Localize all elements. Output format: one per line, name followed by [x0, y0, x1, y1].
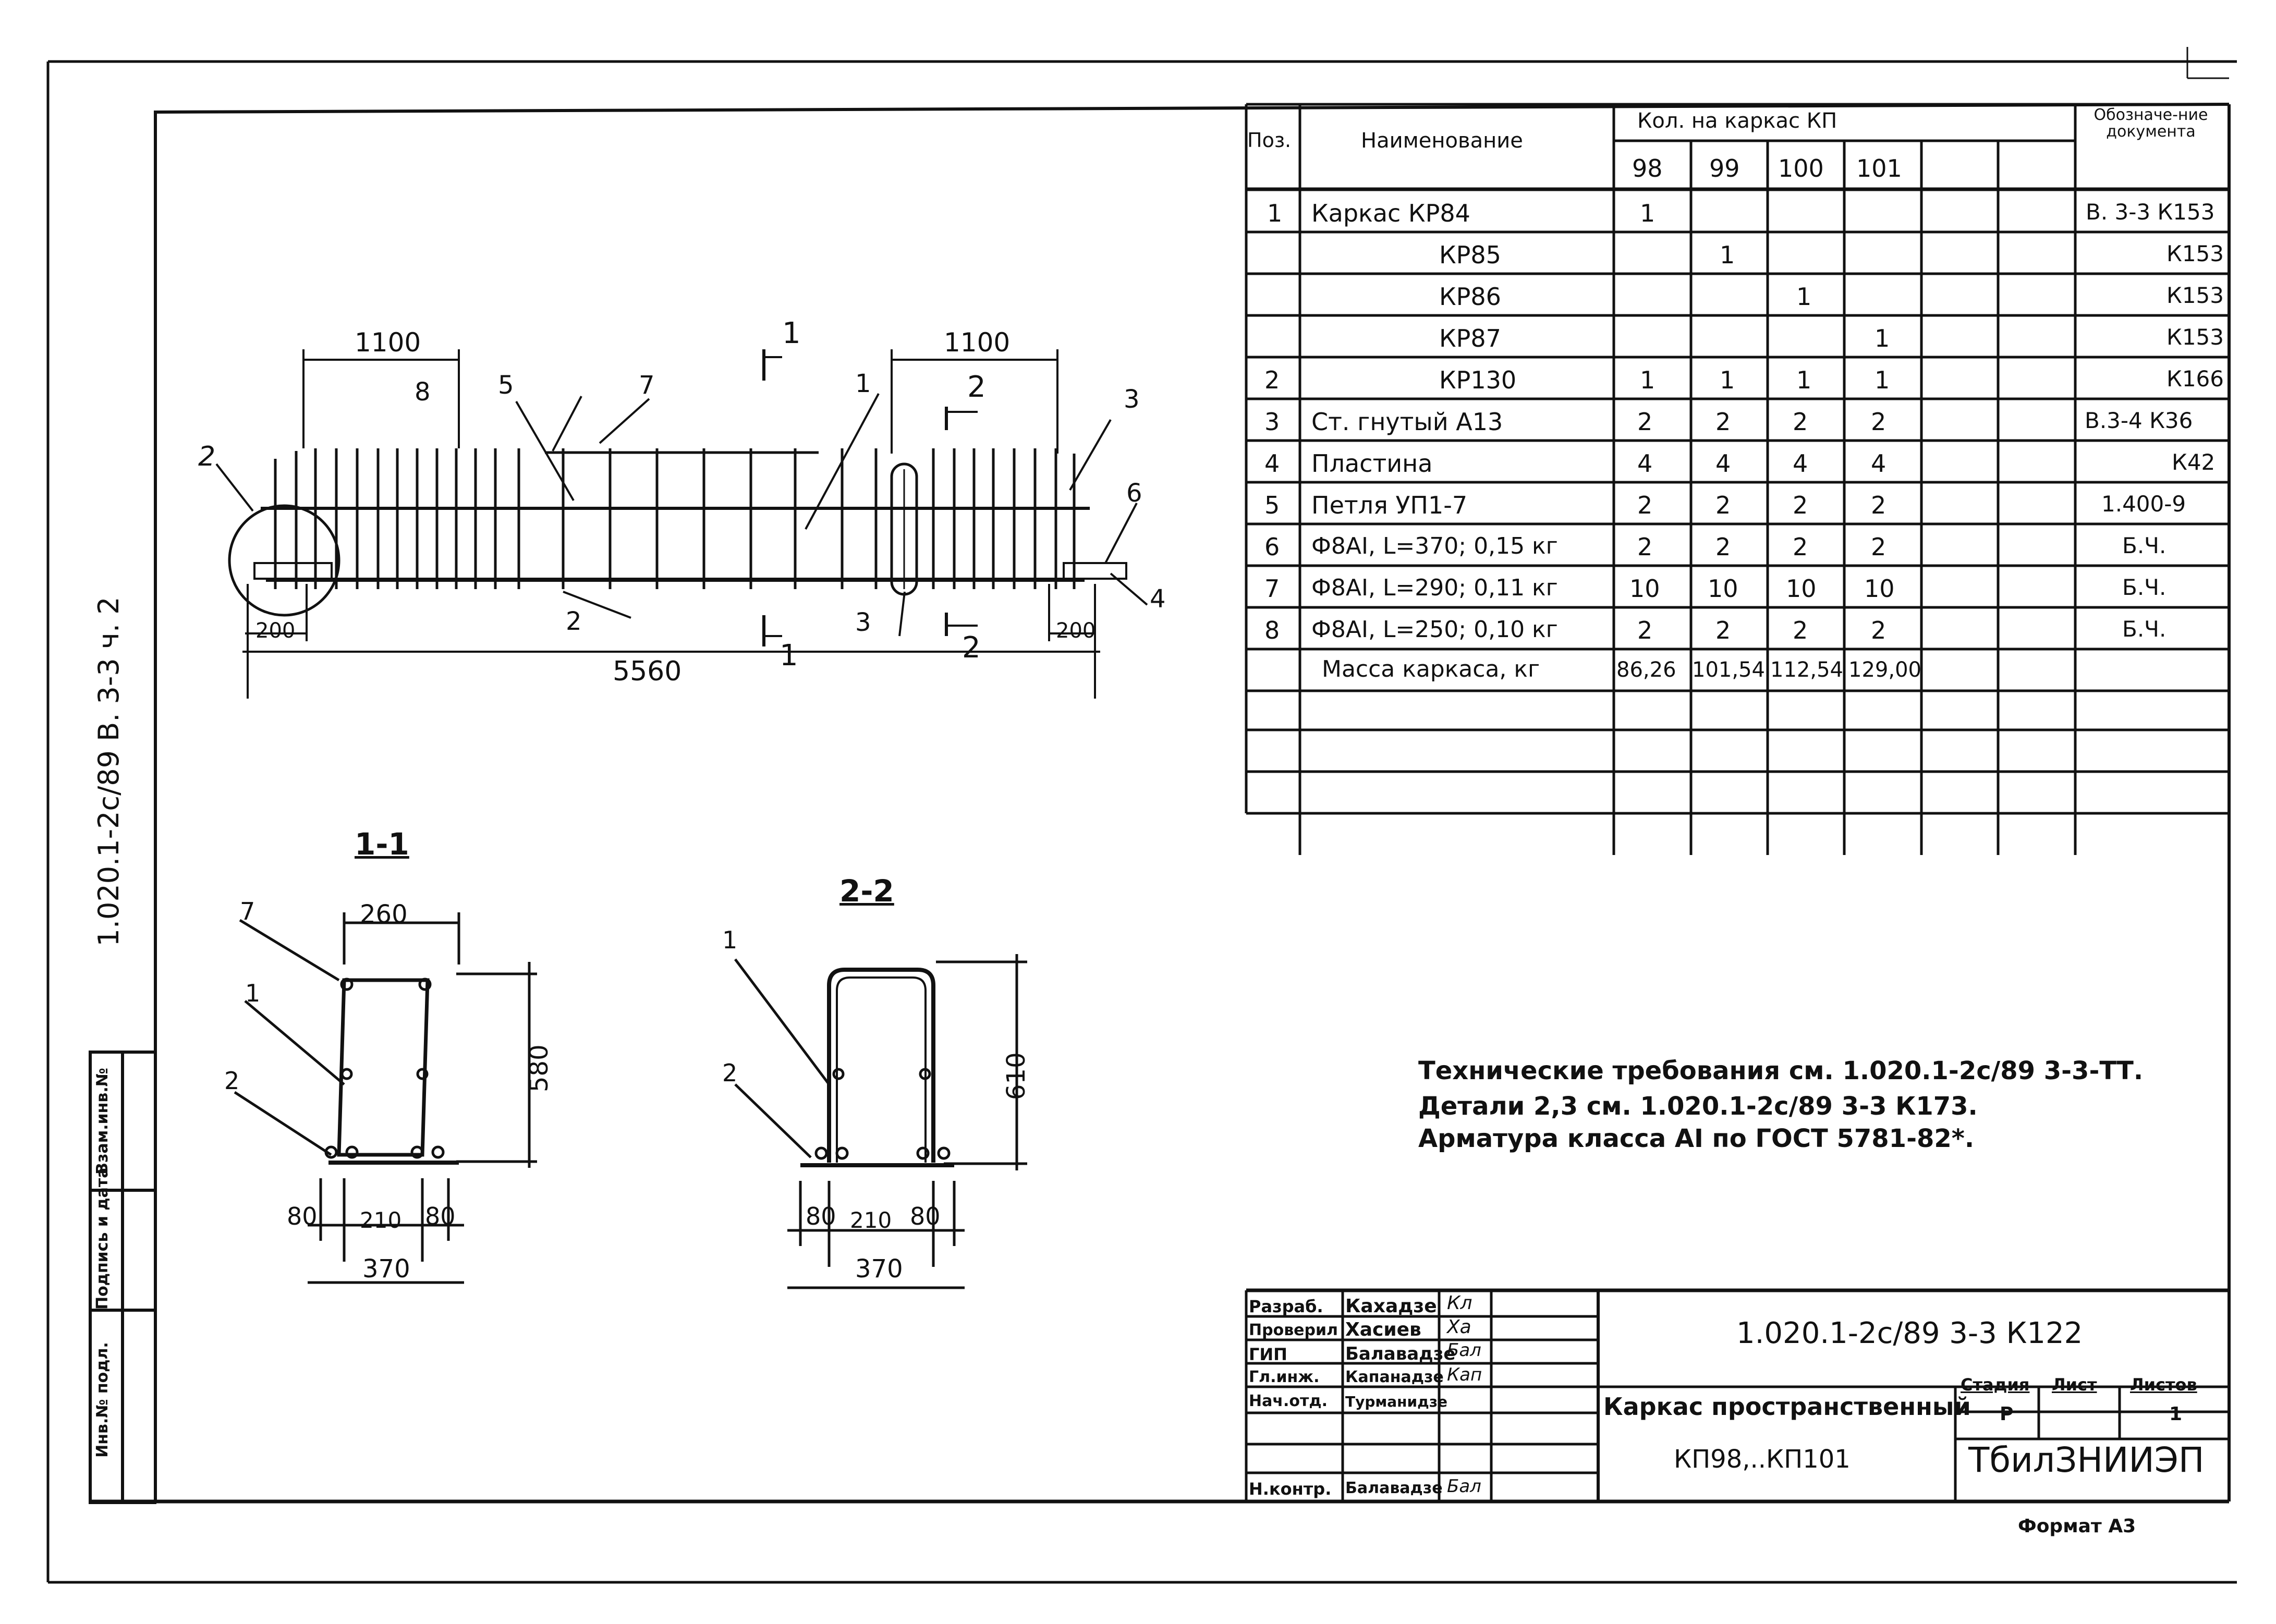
section-22-dim-right: 80 [910, 1202, 941, 1230]
section-mark-1-bottom: 1 [780, 639, 798, 673]
spec-row-pos: 7 [1264, 575, 1280, 603]
spec-row-qty: 2 [1793, 533, 1808, 561]
role-signature: Ха [1447, 1316, 1471, 1338]
role-label: Разраб. [1249, 1297, 1323, 1316]
spec-header-doc: Обозначе-ние документа [2094, 106, 2208, 141]
spec-row-doc: К166 [2167, 366, 2224, 392]
spec-row-qty: 2 [1793, 408, 1808, 436]
margin-label-signature-date: Подпись и дата [93, 1167, 112, 1310]
spec-row-qty: 10 [1786, 575, 1817, 603]
spec-col-101: 101 [1856, 154, 1902, 182]
section-11-dim-width: 370 [362, 1254, 410, 1284]
spec-col-100: 100 [1778, 154, 1824, 182]
section-mark-2-bottom: 2 [962, 631, 981, 665]
spec-row-qty: 1 [1720, 366, 1735, 394]
spec-row-qty: 1 [1875, 324, 1890, 352]
role-signature: Бал [1447, 1476, 1481, 1497]
margin-label-vzam-inv: Взам.инв.№ [93, 1068, 112, 1175]
role-label: Нач.отд. [1249, 1392, 1328, 1410]
spec-row-qty: 2 [1637, 533, 1653, 561]
spec-row-qty: 4 [1871, 449, 1886, 478]
spec-row-doc: 1.400-9 [2101, 491, 2186, 517]
spec-row-qty: 1 [1640, 199, 1656, 227]
section-11-dim-right: 80 [425, 1202, 456, 1230]
role-name: Капанадзе [1345, 1368, 1444, 1386]
spec-row-pos: 4 [1264, 449, 1280, 478]
role-label: Гл.инж. [1249, 1368, 1320, 1386]
section-11-callout-2: 2 [224, 1067, 240, 1095]
spec-row-qty: 2 [1715, 408, 1731, 436]
callout-2-bottom: 2 [566, 607, 582, 636]
callout-4: 4 [1150, 584, 1166, 614]
spec-row-doc: В.3-4 К36 [2085, 408, 2193, 433]
role-name: Балавадзе [1345, 1344, 1456, 1364]
stage-value: Р [2000, 1403, 2014, 1425]
spec-header-pos: Поз. [1247, 129, 1292, 152]
section-title-2-2: 2-2 [839, 873, 894, 909]
callout-8: 8 [415, 377, 431, 407]
sheets-value: 1 [2169, 1403, 2183, 1425]
section-22-dim-mid: 210 [850, 1207, 892, 1233]
section-1-1 [219, 886, 574, 1303]
side-drawing-code: 1.020.1-2c/89 В. 3-3 ч. 2 [92, 596, 125, 947]
spec-row-qty: 129,00 [1848, 658, 1921, 682]
spec-row-name: Ст. гнутый А13 [1311, 408, 1503, 436]
role-label: Н.контр. [1249, 1479, 1332, 1499]
spec-row-qty: 112,54 [1770, 658, 1843, 682]
spec-row-qty: 1 [1720, 241, 1735, 269]
spec-row-name: КР87 [1439, 324, 1501, 352]
organization-name: ТбилЗНИИЭП [1968, 1440, 2205, 1480]
role-signature: Кап [1447, 1364, 1482, 1385]
section-11-dim-left: 80 [287, 1202, 318, 1230]
spec-row-doc: К153 [2167, 283, 2224, 308]
margin-label-inv-podl: Инв.№ подл. [93, 1342, 112, 1458]
cage-elevation [156, 292, 1199, 719]
spec-row-name: Ф8АI, L=290; 0,11 кг [1311, 575, 1558, 601]
spec-row-qty: 4 [1637, 449, 1653, 478]
sheets-label: Листов [2130, 1375, 2197, 1395]
spec-row-qty: 101,54 [1692, 658, 1765, 682]
spec-row-name: Масса каркаса, кг [1322, 656, 1540, 682]
spec-row-name: КР130 [1439, 366, 1517, 394]
spec-row-qty: 10 [1629, 575, 1660, 603]
dim-end-right: 200 [1056, 619, 1096, 643]
spec-row-qty: 10 [1864, 575, 1895, 603]
drawing-title-line2: КП98,..КП101 [1674, 1445, 1851, 1474]
callout-5: 5 [498, 371, 514, 400]
dim-end-left: 200 [255, 619, 296, 643]
spec-row-qty: 4 [1793, 449, 1808, 478]
spec-row-pos: 6 [1264, 533, 1280, 561]
role-name: Хасиев [1345, 1319, 1421, 1340]
spec-row-doc: К153 [2167, 324, 2224, 350]
spec-row-doc: Б.Ч. [2122, 533, 2167, 558]
role-label: Проверил [1249, 1321, 1338, 1339]
spec-row-qty: 2 [1637, 616, 1653, 644]
spec-row-doc: В. 3-3 К153 [2086, 199, 2215, 225]
drawing-title-line1: Каркас пространственный [1603, 1393, 1971, 1421]
callout-2-left: 2 [198, 441, 216, 472]
spec-row-name: Ф8АI, L=370; 0,15 кг [1311, 533, 1558, 559]
spec-row-qty: 1 [1875, 366, 1890, 394]
dim-left-span: 1100 [355, 327, 421, 358]
section-mark-1-top: 1 [782, 316, 801, 350]
spec-row-qty: 2 [1793, 616, 1808, 644]
spec-col-98: 98 [1632, 154, 1663, 182]
spec-row-pos: 1 [1267, 199, 1283, 227]
section-11-dim-top: 260 [360, 900, 408, 929]
spec-row-qty: 1 [1796, 366, 1812, 394]
role-name: Балавадзе [1345, 1479, 1443, 1497]
spec-row-doc: К153 [2167, 241, 2224, 266]
section-11-dim-height: 580 [525, 1044, 554, 1092]
section-22-dim-height: 610 [1002, 1052, 1031, 1100]
spec-row-qty: 2 [1793, 491, 1808, 519]
spec-row-qty: 2 [1715, 533, 1731, 561]
spec-row-name: КР86 [1439, 283, 1501, 311]
role-name: Кахадзе [1345, 1296, 1437, 1317]
spec-row-qty: 1 [1796, 283, 1812, 311]
spec-row-pos: 2 [1264, 366, 1280, 394]
section-11-dim-mid: 210 [360, 1207, 402, 1233]
section-22-dim-left: 80 [806, 1202, 836, 1230]
note-line: Арматура класса АI по ГОСТ 5781-82*. [1418, 1124, 1975, 1153]
callout-6: 6 [1126, 479, 1142, 508]
dim-total: 5560 [613, 656, 682, 687]
callout-3-bottom: 3 [855, 608, 871, 637]
spec-col-99: 99 [1709, 154, 1740, 182]
role-name: Турманидзе [1345, 1393, 1448, 1410]
spec-row-qty: 2 [1637, 408, 1653, 436]
spec-row-name: Пластина [1311, 449, 1433, 478]
spec-row-qty: 2 [1871, 491, 1886, 519]
spec-row-pos: 8 [1264, 616, 1280, 644]
section-22-callout-2: 2 [722, 1059, 738, 1087]
spec-row-pos: 5 [1264, 491, 1280, 519]
note-line: Детали 2,3 см. 1.020.1-2с/89 3-3 К173. [1418, 1092, 1978, 1121]
spec-row-name: Каркас КР84 [1311, 199, 1470, 227]
section-22-callout-1: 1 [722, 926, 738, 954]
callout-7: 7 [639, 371, 655, 400]
spec-row-doc: К42 [2172, 449, 2216, 475]
spec-row-qty: 2 [1715, 616, 1731, 644]
spec-row-qty: 10 [1708, 575, 1738, 603]
section-11-callout-7: 7 [240, 897, 255, 925]
spec-row-qty: 2 [1637, 491, 1653, 519]
spec-row-qty: 86,26 [1616, 658, 1676, 682]
spec-row-pos: 3 [1264, 408, 1280, 436]
section-11-callout-1: 1 [245, 979, 261, 1007]
spec-row-name: КР85 [1439, 241, 1501, 269]
spec-row-qty: 1 [1640, 366, 1656, 394]
sheet-label: Лист [2052, 1375, 2097, 1395]
spec-row-qty: 2 [1715, 491, 1731, 519]
spec-row-name: Петля УП1-7 [1311, 491, 1468, 519]
spec-row-qty: 2 [1871, 533, 1886, 561]
spec-row-doc: Б.Ч. [2122, 575, 2167, 600]
role-label: ГИП [1249, 1345, 1287, 1364]
callout-1: 1 [855, 369, 871, 398]
spec-row-name: Ф8АI, L=250; 0,10 кг [1311, 616, 1558, 643]
section-title-1-1: 1-1 [355, 826, 409, 862]
dim-right-span: 1100 [944, 327, 1011, 358]
section-22-dim-width: 370 [855, 1254, 903, 1284]
callout-3-right: 3 [1124, 385, 1140, 414]
stage-label: Стадия [1961, 1375, 2030, 1395]
spec-header-name: Наименование [1361, 129, 1523, 153]
role-signature: Бал [1447, 1340, 1481, 1361]
spec-header-qty: Кол. на каркас КП [1637, 109, 1837, 133]
section-mark-2-top: 2 [967, 370, 986, 404]
stirrups [275, 448, 1074, 589]
paper-format: Формат А3 [2018, 1516, 2136, 1537]
document-code: 1.020.1-2с/89 3-3 К122 [1736, 1316, 2083, 1350]
spec-row-doc: Б.Ч. [2122, 616, 2167, 642]
spec-row-qty: 4 [1715, 449, 1731, 478]
spec-row-qty: 2 [1871, 408, 1886, 436]
note-line: Технические требования см. 1.020.1-2с/89 3-3-ТТ. [1418, 1056, 2144, 1085]
section-2-2 [714, 928, 1058, 1303]
role-signature: Кл [1447, 1292, 1472, 1314]
spec-row-qty: 2 [1871, 616, 1886, 644]
